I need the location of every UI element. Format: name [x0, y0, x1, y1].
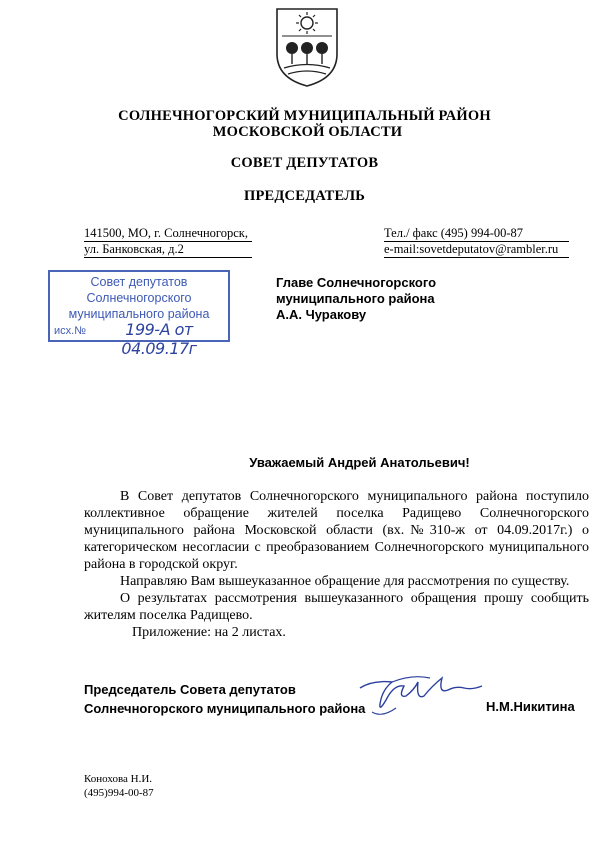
executor-phone: (495)994-00-87 [84, 787, 154, 799]
recipient-line2: муниципального района [276, 291, 435, 306]
recipient-line3: А.А. Чуракову [276, 307, 367, 322]
signatory-name: Н.М.Никитина [486, 699, 575, 714]
attachment-note: Приложение: на 2 листах. [132, 625, 286, 640]
body-paragraph-1: В Совет депутатов Солнечногорского муниципального района поступило коллективное обращение жителей поселка Радищево Солнечногорского муниципального района Московской области (вх.№310-ж от 04.09.2017г.) о категорическом несогласии с преобразованием Солнечногорского муниципального района в городской округ. [84, 489, 589, 572]
signatory-title [84, 680, 365, 718]
handwritten-signature [352, 660, 492, 720]
body-paragraph-3: О результатах рассмотрения вышеуказанного обращения прошу сообщить жителям поселка Радищево. [84, 591, 589, 623]
signatory-title-line1: Председатель Совета депутатов [84, 682, 296, 697]
district-name-line1: СОЛНЕЧНОГОРСКИЙ МУНИЦИПАЛЬНЫЙ РАЙОН [118, 108, 491, 124]
executor-name: Конохова Н.И. [84, 773, 153, 785]
recipient-line1: Главе Солнечногорского [276, 275, 437, 290]
letter-body [84, 488, 589, 641]
stamp-number-label: исх.№ [54, 325, 87, 337]
address-line1: 141500, МО, г. Солнечногорск, [84, 226, 248, 240]
address-underline-2 [84, 257, 252, 258]
email: e-mail:sovetdeputatov@rambler.ru [384, 242, 559, 256]
stamp-handwritten-number: 199-А от 04.09.17г [121, 320, 197, 358]
chairman-title: ПРЕДСЕДАТЕЛЬ [243, 188, 366, 204]
council-title: СОВЕТ ДЕПУТАТОВ [230, 155, 379, 171]
body-paragraph-2: Направляю Вам вышеуказанное обращение для рассмотрения по существу. [120, 574, 570, 589]
stamp-line2: Солнечногорского [86, 291, 192, 305]
address-line2: ул. Банковская, д.2 [84, 242, 184, 256]
phone-fax: Тел./ факс (495) 994-00-87 [384, 226, 524, 240]
stamp-line3: муниципального района [68, 307, 210, 321]
email-underline [384, 257, 569, 258]
greeting: Уважаемый Андрей Анатольевич! [249, 455, 470, 470]
district-name-line2: МОСКОВСКОЙ ОБЛАСТИ [212, 124, 403, 140]
incoming-stamp [48, 270, 230, 358]
signatory-title-line2: Солнечногорского муниципального района [84, 701, 366, 716]
coat-of-arms-emblem [272, 6, 342, 88]
recipient-block [276, 275, 436, 323]
executor-block [84, 772, 154, 800]
stamp-line1: Совет депутатов [90, 275, 188, 289]
